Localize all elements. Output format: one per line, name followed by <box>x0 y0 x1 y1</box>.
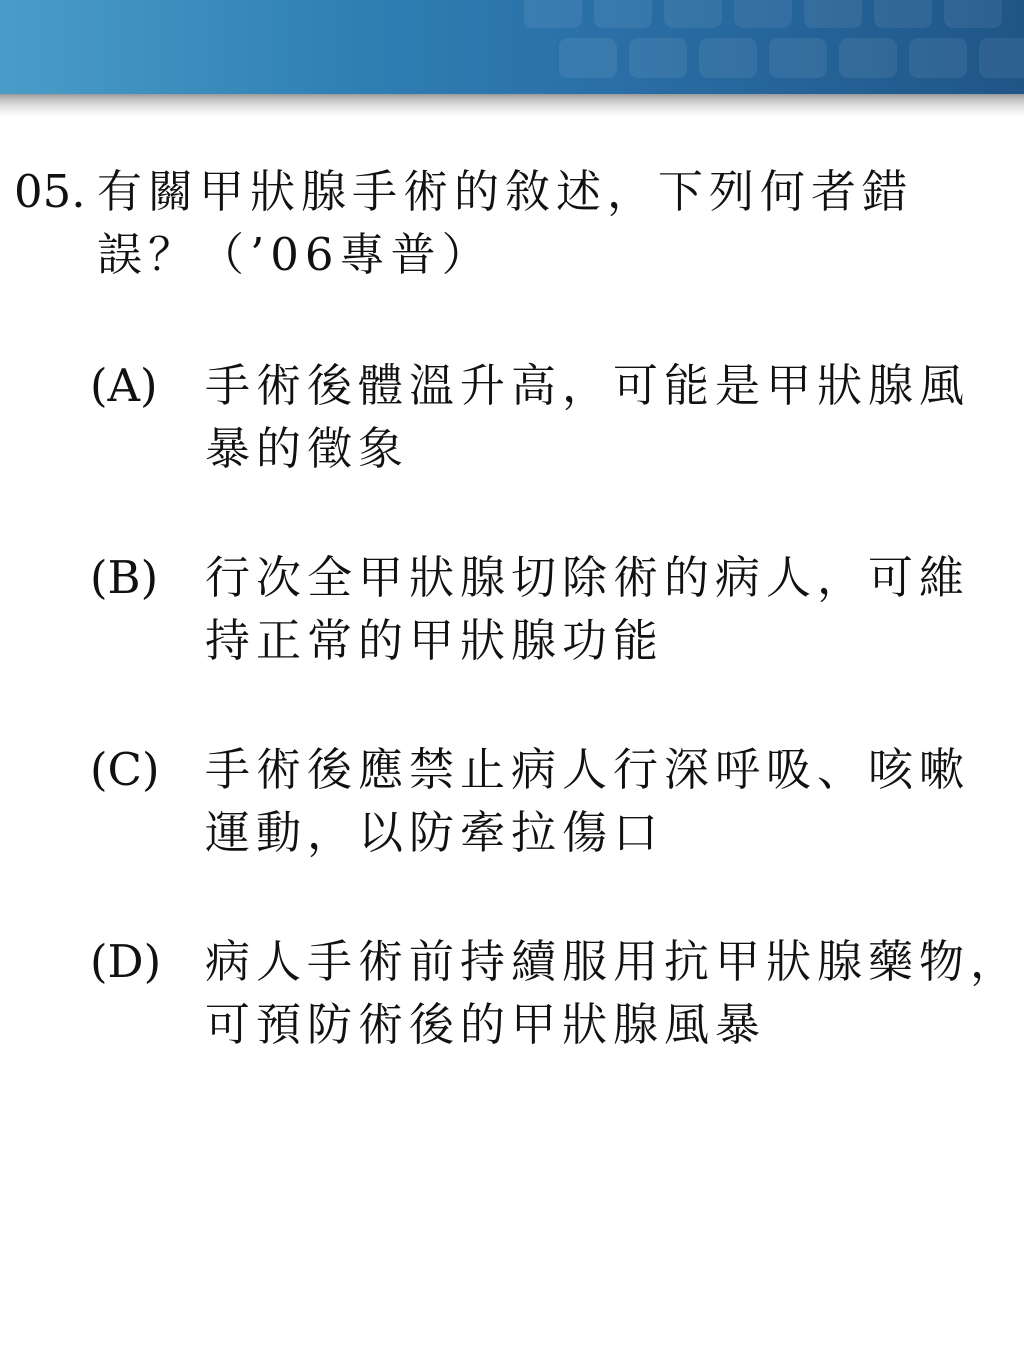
option-line: 手術後應禁止病人行深呼吸、咳嗽 <box>205 743 971 796</box>
question-number: 05. <box>14 165 86 218</box>
option-line: 暴的徵象 <box>205 422 410 475</box>
option-label: (C) <box>90 743 160 796</box>
option-line: 持正常的甲狀腺功能 <box>205 614 665 667</box>
option-line: 手術後體溫升高，可能是甲狀腺風 <box>205 359 971 412</box>
option-text <box>205 354 1005 480</box>
question-text <box>97 160 977 286</box>
banner-pattern <box>504 0 1024 94</box>
header-banner <box>0 0 1024 94</box>
option-text <box>205 930 1022 1056</box>
option-label: (A) <box>90 359 158 412</box>
option-label: (D) <box>90 935 162 988</box>
option-text <box>205 738 1005 864</box>
banner-shadow <box>0 94 1024 116</box>
option-text <box>205 546 1005 672</box>
option-label: (B) <box>90 551 159 604</box>
question-line: 有關甲狀腺手術的敘述，下列何者錯 <box>97 165 914 218</box>
option-line: 病人手術前持續服用抗甲狀腺藥物， <box>205 935 1022 988</box>
question-line: 誤？（’06專普） <box>97 228 493 281</box>
option-line: 運動，以防牽拉傷口 <box>205 806 665 859</box>
option-line: 行次全甲狀腺切除術的病人，可維 <box>205 551 971 604</box>
option-line: 可預防術後的甲狀腺風暴 <box>205 998 767 1051</box>
